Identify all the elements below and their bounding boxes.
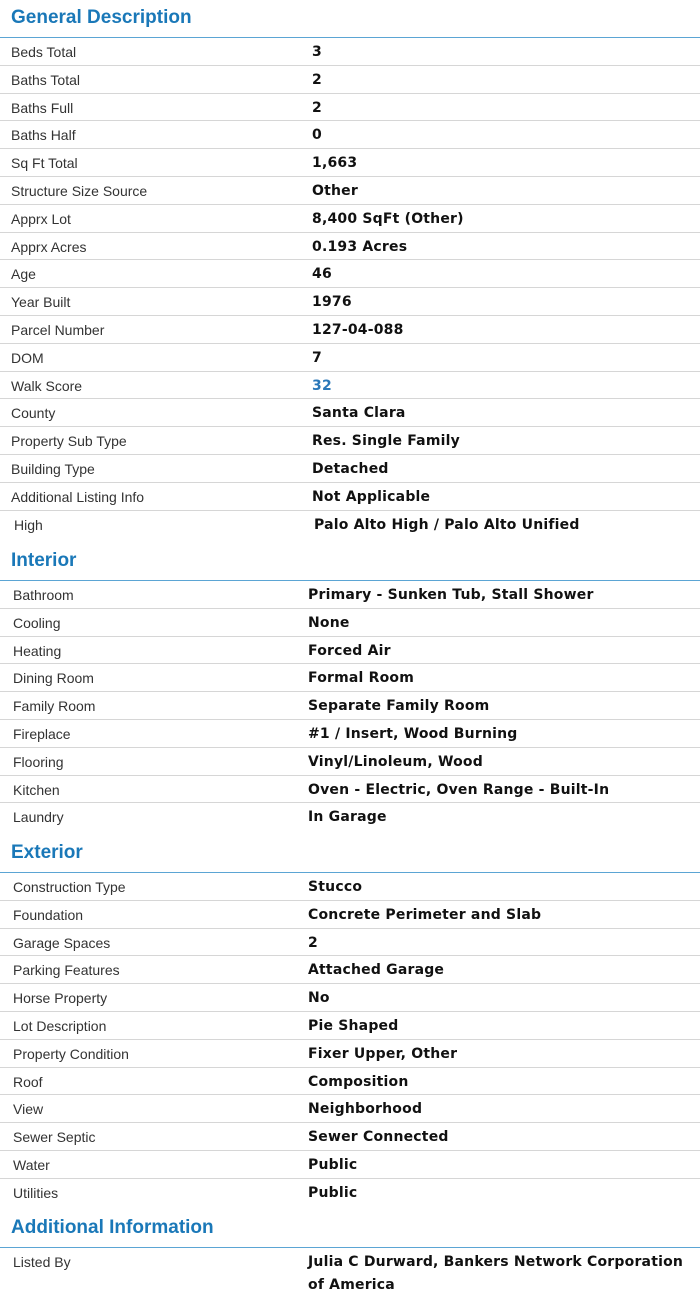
row-value: Oven - Electric, Oven Range - Built-In [308, 781, 610, 798]
row-value: Public [308, 1156, 358, 1173]
row-age [0, 260, 700, 288]
row-value: Attached Garage [308, 962, 445, 979]
row-bathroom [0, 581, 700, 609]
row-value: Stucco [308, 879, 363, 895]
row-label: Kitchen [13, 781, 60, 798]
row-label: Sewer Septic [13, 1129, 96, 1146]
row-value: Concrete Perimeter and Slab [308, 906, 542, 923]
row-laundry [0, 803, 700, 831]
interior-title: Interior [11, 550, 77, 571]
row-label: Walk Score [11, 377, 83, 394]
row-sewer-septic [0, 1123, 700, 1151]
row-dom [0, 344, 700, 372]
row-value: Detached [312, 460, 389, 477]
row-value: Other [312, 182, 358, 199]
row-label: Garage Spaces [13, 934, 111, 951]
row-value: 3 [312, 44, 322, 60]
row-foundation [0, 901, 700, 929]
row-value: 46 [312, 266, 332, 283]
row-flooring [0, 748, 700, 776]
row-value: Public [308, 1184, 358, 1201]
row-heating [0, 637, 700, 665]
row-value: Primary - Sunken Tub, Stall Shower [308, 587, 594, 603]
row-value: 2 [308, 934, 318, 951]
exterior-heading [0, 835, 700, 873]
row-label: Apprx Acres [11, 238, 87, 255]
row-structure-size-source [0, 177, 700, 205]
row-value: 2 [312, 71, 322, 88]
exterior-table [0, 873, 700, 1207]
row-county [0, 399, 700, 427]
row-label: Structure Size Source [11, 182, 148, 199]
row-value: Forced Air [308, 642, 391, 659]
row-value: Not Applicable [312, 488, 431, 505]
row-value: Fixer Upper, Other [308, 1045, 458, 1062]
row-apprx-acres [0, 233, 700, 261]
row-label: Utilities [13, 1184, 59, 1201]
row-baths-half [0, 121, 700, 149]
row-listed-by [0, 1248, 700, 1296]
row-value: Julia C Durward, Bankers Network Corporation of America [308, 1254, 684, 1293]
row-label: Beds Total [11, 44, 77, 60]
row-value: 2 [312, 99, 322, 116]
row-label: Baths Total [11, 71, 81, 88]
row-value: Formal Room [308, 670, 415, 687]
row-horse-property [0, 984, 700, 1012]
row-value: #1 / Insert, Wood Burning [308, 725, 518, 742]
row-beds-total [0, 38, 700, 66]
additional-information-table [0, 1248, 700, 1296]
row-label: Building Type [11, 460, 95, 477]
row-label: View [13, 1101, 44, 1118]
row-value: Palo Alto High / Palo Alto Unified [314, 516, 580, 533]
row-kitchen [0, 776, 700, 804]
row-value: Sewer Connected [308, 1129, 449, 1146]
interior-table [0, 581, 700, 831]
row-value: 7 [312, 349, 322, 366]
row-roof [0, 1068, 700, 1096]
row-value: Vinyl/Linoleum, Wood [308, 753, 483, 770]
row-label: Flooring [13, 753, 64, 770]
row-label: Baths Half [11, 127, 76, 144]
row-label: High [14, 516, 43, 533]
row-additional-listing-info [0, 483, 700, 511]
row-view [0, 1095, 700, 1123]
row-parcel-number [0, 316, 700, 344]
row-label: Cooling [13, 614, 61, 631]
row-label: Sq Ft Total [11, 155, 78, 172]
row-apprx-lot [0, 205, 700, 233]
row-label: Additional Listing Info [11, 488, 145, 505]
general-description-heading [0, 0, 700, 38]
interior-heading [0, 543, 700, 581]
row-value: Separate Family Room [308, 698, 490, 715]
row-label: Property Sub Type [11, 433, 127, 450]
row-cooling [0, 609, 700, 637]
row-building-type [0, 455, 700, 483]
row-label: Age [11, 266, 36, 283]
row-label: Family Room [13, 698, 96, 715]
row-value: 1976 [312, 294, 352, 311]
general-description-table [0, 38, 700, 538]
row-baths-full [0, 94, 700, 122]
row-label: Construction Type [13, 879, 126, 895]
row-label: Water [13, 1156, 50, 1173]
row-label: County [11, 405, 56, 422]
row-label: Baths Full [11, 99, 74, 116]
walk-score-link[interactable]: 32 [312, 377, 332, 394]
row-label: DOM [11, 349, 44, 366]
row-value: In Garage [308, 809, 387, 826]
row-label: Foundation [13, 906, 84, 923]
row-baths-total [0, 66, 700, 94]
row-value: Res. Single Family [312, 433, 460, 450]
row-dining-room [0, 664, 700, 692]
row-year-built [0, 288, 700, 316]
row-label: Parking Features [13, 962, 120, 979]
row-value: Pie Shaped [308, 1017, 399, 1034]
row-high-school [0, 511, 700, 539]
row-sq-ft-total [0, 149, 700, 177]
row-value: 127-04-088 [312, 321, 404, 338]
row-parking-features [0, 956, 700, 984]
row-label: Horse Property [13, 990, 108, 1007]
row-property-sub-type [0, 427, 700, 455]
row-water [0, 1151, 700, 1179]
row-walk-score [0, 372, 700, 400]
row-value: Composition [308, 1073, 409, 1090]
row-value: None [308, 614, 350, 631]
row-construction-type [0, 873, 700, 901]
row-family-room [0, 692, 700, 720]
row-lot-description [0, 1012, 700, 1040]
row-label: Apprx Lot [11, 210, 71, 227]
row-utilities [0, 1179, 700, 1207]
additional-information-heading [0, 1210, 700, 1248]
row-label: Laundry [13, 809, 64, 826]
row-value: 0 [312, 127, 322, 144]
row-value: 8,400 SqFt (Other) [312, 210, 464, 227]
row-garage-spaces [0, 929, 700, 957]
row-label: Dining Room [13, 670, 94, 687]
row-label: Fireplace [13, 725, 71, 742]
row-value: No [308, 990, 330, 1007]
row-value: Neighborhood [308, 1101, 423, 1118]
row-label: Parcel Number [11, 321, 105, 338]
row-value: Santa Clara [312, 405, 406, 422]
row-label: Listed By [13, 1254, 71, 1270]
exterior-title: Exterior [11, 842, 83, 863]
row-value: 1,663 [312, 155, 358, 172]
general-description-title: General Description [11, 7, 192, 28]
row-property-condition [0, 1040, 700, 1068]
row-label: Heating [13, 642, 62, 659]
additional-information-title: Additional Information [11, 1217, 214, 1238]
row-value: 0.193 Acres [312, 238, 408, 255]
row-label: Year Built [11, 294, 71, 311]
row-label: Lot Description [13, 1017, 107, 1034]
row-fireplace [0, 720, 700, 748]
row-label: Roof [13, 1073, 43, 1090]
row-label: Bathroom [13, 587, 74, 603]
row-label: Property Condition [13, 1045, 129, 1062]
